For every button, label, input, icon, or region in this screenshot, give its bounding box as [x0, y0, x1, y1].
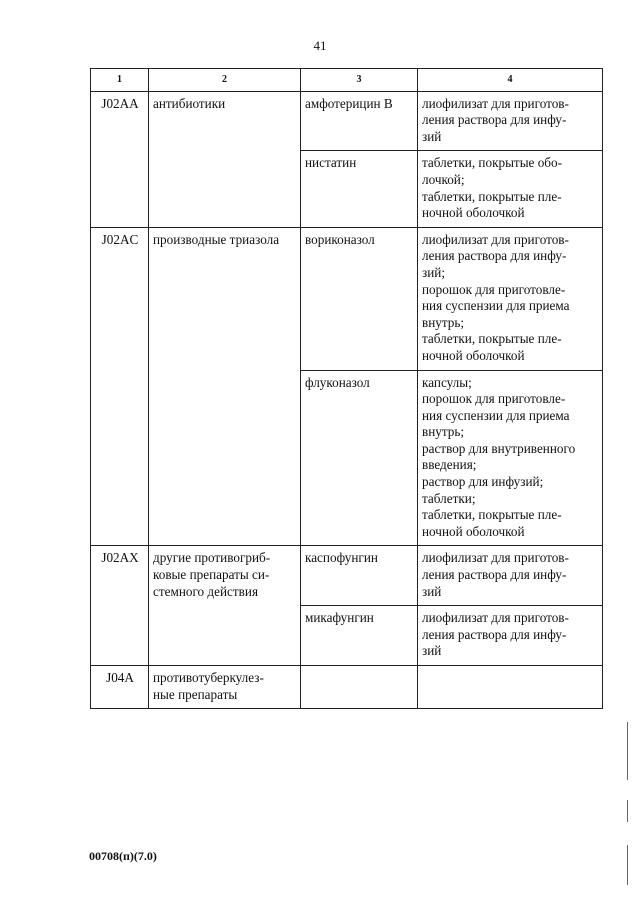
form-line: порошок для приготовле- [422, 391, 566, 407]
footer-document-code: 00708(п)(7.0) [89, 849, 157, 863]
drug-name-cell: флуконазол [301, 370, 418, 546]
form-line: зий [422, 643, 442, 659]
column-header: 1 [91, 69, 149, 92]
form-line: таблетки, покрытые пле- [422, 331, 562, 347]
page-number: 41 [313, 38, 327, 53]
group-line: ковые препараты си- [153, 567, 270, 583]
form-line: ления раствора для инфу- [422, 626, 567, 642]
dosage-forms-cell [418, 666, 603, 709]
atc-code-cell: J02AA [91, 91, 149, 227]
form-line: внутрь; [422, 314, 465, 330]
group-line: другие противогриб- [153, 550, 271, 566]
table-row [91, 666, 603, 709]
dosage-forms-cell [418, 91, 603, 151]
table-header-row [91, 69, 603, 92]
form-line: зий; [422, 264, 445, 280]
drug-name-cell [301, 666, 418, 709]
atc-code-cell: J02AC [91, 227, 149, 546]
column-header: 3 [301, 69, 418, 92]
drug-name-cell: каспофунгин [301, 546, 418, 606]
dosage-forms-cell [418, 151, 603, 227]
atc-code-cell: J02AX [91, 546, 149, 666]
drug-table [90, 68, 603, 709]
form-line: лиофилизат для приготов- [422, 231, 569, 247]
form-line: ночной оболочкой [422, 523, 525, 539]
form-line: внутрь; [422, 424, 465, 440]
form-line: ния суспензии для приема [422, 298, 570, 314]
group-name-cell [149, 546, 301, 666]
form-line: лочкой; [422, 171, 465, 187]
form-line: ния суспензии для приема [422, 407, 570, 423]
atc-code-cell: J04A [91, 666, 149, 709]
table-row [91, 546, 603, 606]
form-line: лиофилизат для приготов- [422, 95, 569, 111]
form-line: ночной оболочкой [422, 347, 525, 363]
group-name-cell [149, 666, 301, 709]
form-line: таблетки; [422, 490, 476, 506]
form-line: введения; [422, 457, 477, 473]
form-line: ления раствора для инфу- [422, 248, 567, 264]
table-row [91, 91, 603, 151]
form-line: лиофилизат для приготов- [422, 550, 569, 566]
form-line: таблетки, покрытые пле- [422, 507, 562, 523]
table-row [91, 227, 603, 370]
column-header: 4 [418, 69, 603, 92]
form-line: ночной оболочкой [422, 205, 525, 221]
drug-name-cell: нистатин [301, 151, 418, 227]
form-line: порошок для приготовле- [422, 281, 566, 297]
form-line: зий [422, 583, 442, 599]
dosage-forms-cell [418, 370, 603, 546]
scan-edge-mark [627, 800, 628, 822]
group-name-cell [149, 227, 301, 546]
form-line: таблетки, покрытые обо- [422, 155, 562, 171]
drug-name-cell: вориконазол [301, 227, 418, 370]
form-line: раствор для внутривенного [422, 440, 576, 456]
form-line: ления раствора для инфу- [422, 567, 567, 583]
scan-edge-mark [627, 845, 628, 885]
form-line: зий [422, 128, 442, 144]
group-line: ные препараты [153, 686, 238, 702]
dosage-forms-cell [418, 606, 603, 666]
form-line: лиофилизат для приготов- [422, 610, 569, 626]
form-line: капсулы; [422, 374, 472, 390]
scan-edge-mark [627, 722, 628, 780]
drug-name-cell: микафунгин [301, 606, 418, 666]
group-line: антибиотики [153, 95, 226, 111]
form-line: таблетки, покрытые пле- [422, 188, 562, 204]
form-line: раствор для инфузий; [422, 474, 544, 490]
drug-name-cell: амфотерицин B [301, 91, 418, 151]
group-line: производные триазола [153, 231, 280, 247]
group-line: противотуберкулез- [153, 670, 264, 685]
column-header: 2 [149, 69, 301, 92]
form-line: ления раствора для инфу- [422, 112, 567, 128]
group-name-cell [149, 91, 301, 227]
group-line: стемного действия [153, 583, 259, 599]
dosage-forms-cell [418, 546, 603, 606]
dosage-forms-cell [418, 227, 603, 370]
